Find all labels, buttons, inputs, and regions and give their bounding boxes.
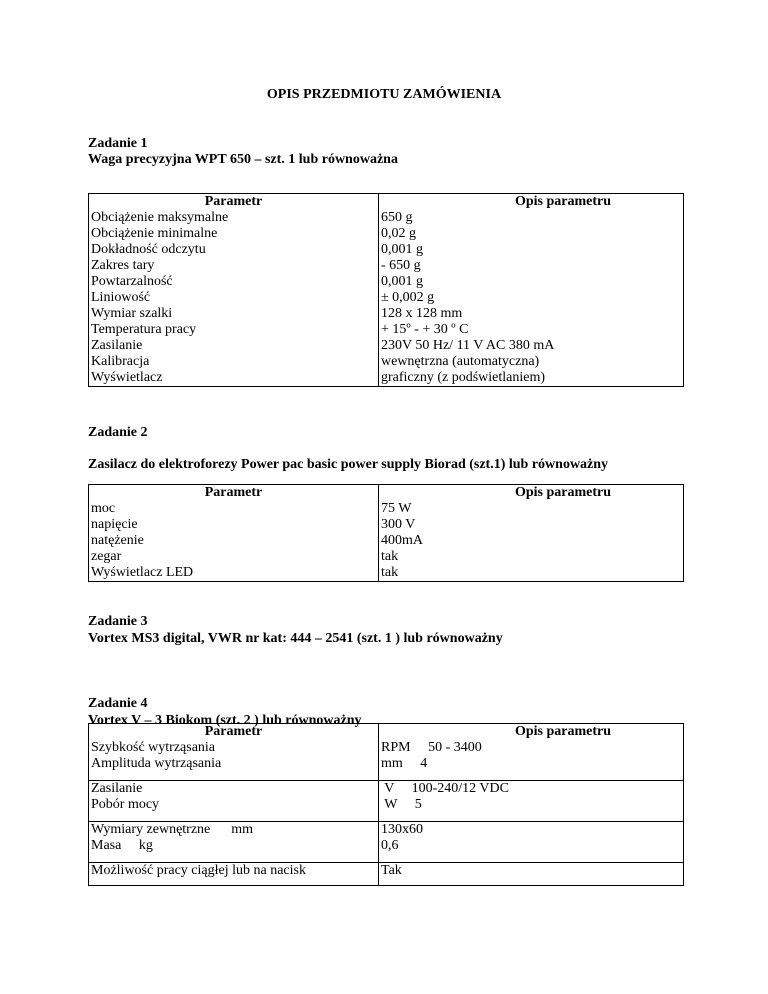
table-cell: mm 4 (381, 756, 428, 771)
table-cell: Zasilanie (91, 781, 143, 796)
task2-desc-column (379, 501, 684, 582)
table-cell: 130x60 (381, 822, 423, 837)
table-cell: 650 g (381, 210, 413, 225)
task4-group-2 (89, 781, 684, 822)
table-cell: Dokładność odczytu (91, 242, 206, 257)
task1-param-column (89, 210, 379, 387)
task4-group-1 (89, 724, 684, 781)
table-cell: Masa kg (91, 838, 153, 853)
task2-header-desc: Opis parametru (379, 485, 684, 502)
task4-param-cell (89, 781, 379, 822)
table-cell: V 100-240/12 VDC (381, 781, 509, 796)
table-cell: moc (91, 501, 116, 516)
table-cell: Liniowość (91, 290, 151, 305)
table-cell: tak (381, 565, 399, 580)
task2-header-row (89, 485, 684, 502)
table-cell: tak (381, 549, 399, 564)
table-cell: Zasilanie (91, 338, 143, 353)
task1-subtitle: Waga precyzyjna WPT 650 – szt. 1 lub równoważna (88, 152, 398, 167)
task2-body (89, 501, 684, 582)
table-cell: natężenie (91, 533, 144, 548)
table-cell: 75 W (381, 501, 412, 516)
task4-desc-cell (379, 863, 684, 886)
table-cell: Tak (381, 863, 402, 878)
table-cell: Zakres tary (91, 258, 155, 273)
table-cell: Wyświetlacz LED (91, 565, 194, 580)
task1-label: Zadanie 1 (88, 136, 148, 151)
table-cell: Wymiar szalki (91, 306, 173, 321)
task1-desc-column (379, 210, 684, 387)
task4-header-desc: Opis parametru (514, 724, 611, 739)
task4-param-cell (89, 822, 379, 863)
table-cell: 300 V (381, 517, 416, 532)
table-cell: 230V 50 Hz/ 11 V AC 380 mA (381, 338, 555, 353)
table-cell: Wyświetlacz (91, 370, 163, 385)
table-cell: Kalibracja (91, 354, 150, 369)
table-cell: Szybkość wytrząsania (91, 740, 216, 755)
table-cell: 0,02 g (381, 226, 416, 241)
task4-table (88, 723, 684, 886)
table-cell: Powtarzalność (91, 274, 173, 289)
page-title: OPIS PRZEDMIOTU ZAMÓWIENIA (266, 87, 502, 102)
task4-group-3 (89, 822, 684, 863)
task3-label: Zadanie 3 (88, 614, 148, 629)
table-cell: graficzny (z podświetlaniem) (381, 370, 546, 385)
task2-subtitle: Zasilacz do elektroforezy Power pac basic power supply Biorad (szt.1) lub równoważny (88, 457, 609, 472)
table-cell: 128 x 128 mm (381, 306, 463, 321)
table-cell: zegar (91, 549, 122, 564)
table-cell: Obciążenie maksymalne (91, 210, 229, 225)
task2-param-column (89, 501, 379, 582)
task1-header-param: Parametr (89, 194, 379, 211)
table-cell: 400mA (381, 533, 423, 548)
task1-body (89, 210, 684, 387)
table-cell: wewnętrzna (automatyczna) (381, 354, 540, 369)
task4-subtitle: Vortex V – 3 Biokom (szt. 2 ) lub równoważny (88, 713, 362, 728)
table-cell: Możliwość pracy ciągłej lub na nacisk (91, 863, 306, 878)
table-cell: Wymiary zewnętrzne mm (91, 822, 254, 837)
table-cell: W 5 (381, 797, 422, 812)
task4-header-param: Parametr (204, 724, 263, 739)
table-cell: Obciążenie minimalne (91, 226, 218, 241)
table-cell: Temperatura pracy (91, 322, 197, 337)
task2-table (88, 484, 684, 582)
table-cell: 0,6 (381, 838, 399, 853)
task2-label: Zadanie 2 (88, 425, 148, 440)
task4-group-4 (89, 863, 684, 886)
task4-param-cell (89, 724, 379, 781)
task4-desc-cell (379, 822, 684, 863)
table-cell: - 650 g (381, 258, 421, 273)
table-cell: Pobór mocy (91, 797, 160, 812)
task4-label: Zadanie 4 (88, 696, 148, 711)
task4-param-cell (89, 863, 379, 886)
table-cell: napięcie (91, 517, 138, 532)
task3-subtitle: Vortex MS3 digital, VWR nr kat: 444 – 2541 (szt. 1 ) lub równoważny (88, 631, 503, 646)
task2-header-param: Parametr (89, 485, 379, 502)
task4-desc-cell (379, 724, 684, 781)
table-cell: + 15º - + 30 º C (381, 322, 469, 337)
table-cell: Amplituda wytrząsania (91, 756, 222, 771)
table-cell: 0,001 g (381, 274, 423, 289)
task4-desc-cell (379, 781, 684, 822)
task1-header-row (89, 194, 684, 211)
task1-header-desc: Opis parametru (379, 194, 684, 211)
table-cell: 0,001 g (381, 242, 423, 257)
table-cell: ± 0,002 g (381, 290, 435, 305)
table-cell: RPM 50 - 3400 (381, 740, 482, 755)
task1-table (88, 193, 684, 387)
